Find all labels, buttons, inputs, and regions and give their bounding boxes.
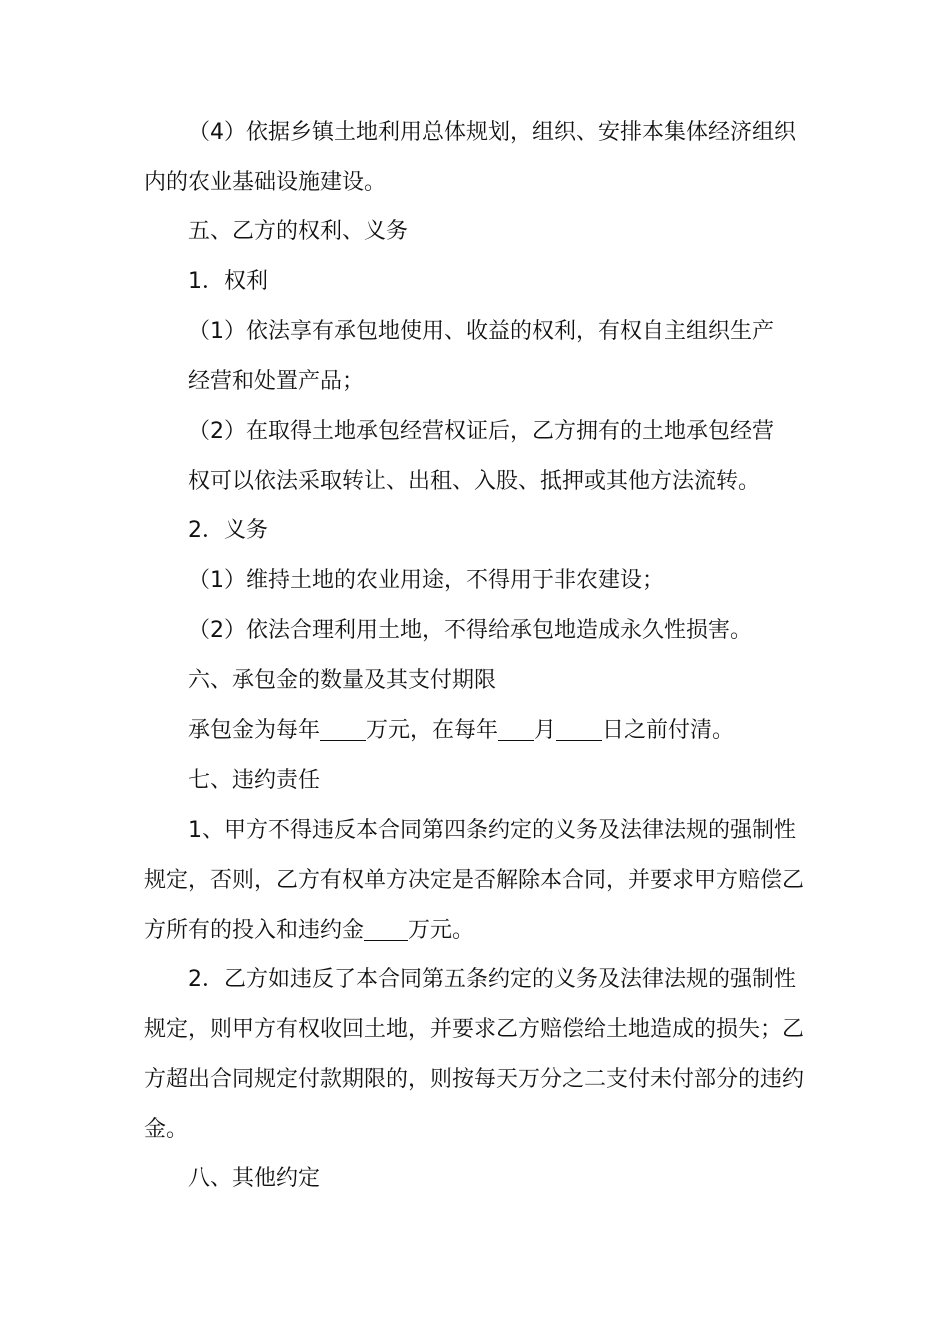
day-blank <box>556 716 602 741</box>
breach-1-line-1: 1、甲方不得违反本合同第四条约定的义务及法律法规的强制性 <box>188 818 796 843</box>
breach-2-line-1: 2．乙方如违反了本合同第五条约定的义务及法律法规的强制性 <box>188 967 796 992</box>
rights-item-2-line-1: （2）在取得土地承包经营权证后，乙方拥有的土地承包经营 <box>188 419 774 444</box>
item-4-line-1: （4）依据乡镇土地利用总体规划，组织、安排本集体经济组织 <box>188 120 796 145</box>
duties-item-1: （1）维持土地的农业用途，不得用于非农建设； <box>188 568 664 593</box>
breach-2-line-2: 规定，则甲方有权收回土地，并要求乙方赔偿给土地造成的损失；乙 <box>144 1017 805 1042</box>
breach-1-text-2: 万元。 <box>408 918 475 943</box>
section-6-heading: 六、承包金的数量及其支付期限 <box>188 668 497 693</box>
rights-item-1-line-2: 经营和处置产品； <box>188 369 365 394</box>
penalty-blank <box>364 916 408 941</box>
section-7-heading: 七、违约责任 <box>188 768 321 793</box>
payment-text-1: 承包金为每年 <box>188 718 321 743</box>
rights-item-1-line-1: （1）依法享有承包地使用、收益的权利，有权自主组织生产 <box>188 319 774 344</box>
payment-text-4: 日之前付清。 <box>602 718 735 743</box>
breach-2-line-3: 方超出合同规定付款期限的，则按每天万分之二支付未付部分的违约 <box>144 1067 805 1092</box>
duties-item-2: （2）依法合理利用土地，不得给承包地造成永久性损害。 <box>188 618 752 643</box>
breach-1-line-3 <box>144 916 814 946</box>
breach-2-line-4: 金。 <box>144 1117 189 1142</box>
payment-sentence <box>188 716 858 746</box>
section-8-heading: 八、其他约定 <box>188 1166 321 1191</box>
section-5-2-heading: 2．义务 <box>188 518 268 543</box>
amount-blank <box>320 716 366 741</box>
rights-item-2-line-2: 权可以依法采取转让、出租、入股、抵押或其他方法流转。 <box>188 469 761 494</box>
item-4-line-2: 内的农业基础设施建设。 <box>144 170 387 195</box>
section-5-heading: 五、乙方的权利、义务 <box>188 219 409 244</box>
payment-text-2: 万元，在每年 <box>366 718 499 743</box>
breach-1-line-2: 规定，否则，乙方有权单方决定是否解除本合同，并要求甲方赔偿乙 <box>144 868 805 893</box>
section-5-1-heading: 1．权利 <box>188 269 268 294</box>
breach-1-text-1: 方所有的投入和违约金 <box>144 918 365 943</box>
month-blank <box>498 716 534 741</box>
payment-text-3: 月 <box>534 718 557 743</box>
